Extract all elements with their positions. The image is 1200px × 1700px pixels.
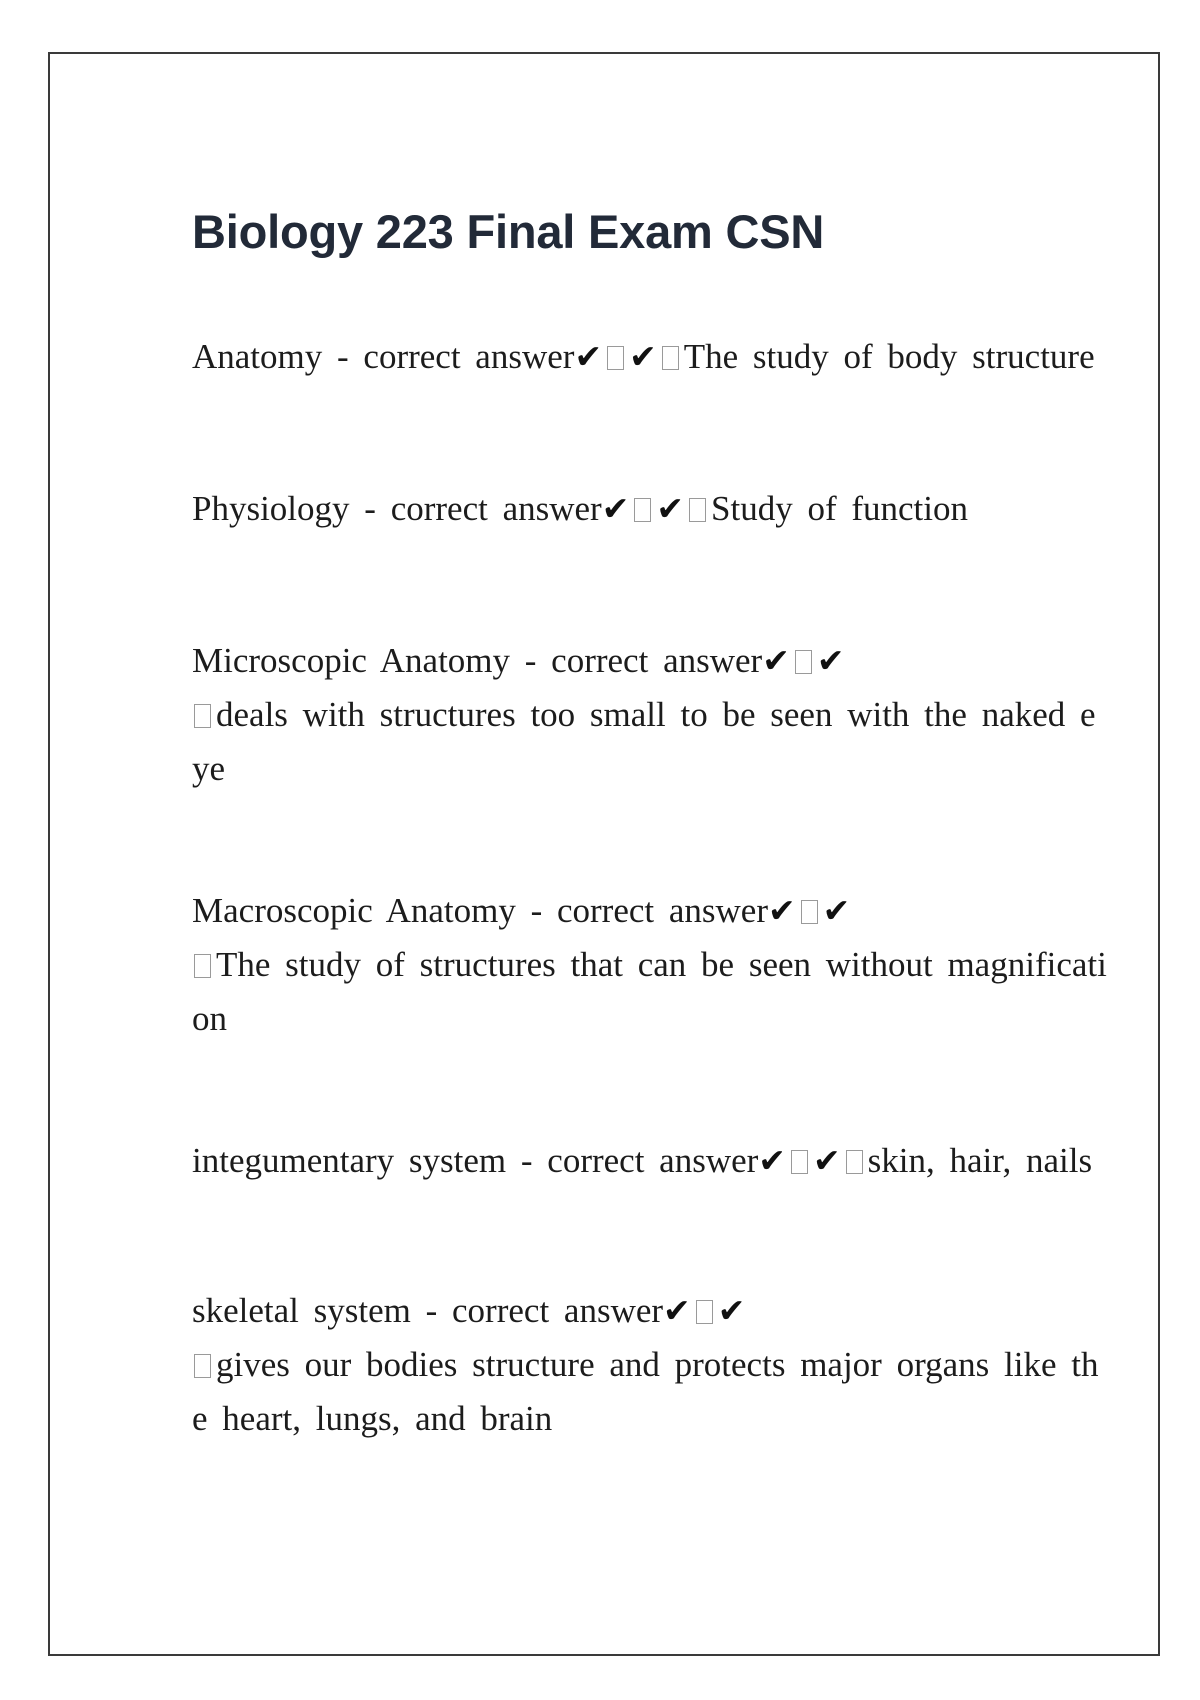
check-icon: ✔ (762, 641, 790, 681)
qa-entry (192, 1284, 1122, 1446)
qa-line (192, 330, 1122, 384)
missing-glyph-box-icon (795, 650, 812, 674)
answer-text: deals with structures too small to be seen with the naked e (216, 695, 1096, 735)
answer-text: skin, hair, nails (867, 1141, 1093, 1181)
missing-glyph-box-icon (194, 1354, 211, 1378)
check-icon: ✔ (822, 891, 851, 931)
qa-entry (192, 482, 1122, 536)
missing-glyph-box-icon (607, 346, 624, 370)
check-icon: ✔ (758, 1141, 786, 1181)
check-icon: ✔ (629, 337, 657, 377)
document-title: Biology 223 Final Exam CSN (192, 205, 825, 258)
missing-glyph-box-icon (846, 1150, 863, 1174)
answer-text: e heart, lungs, and brain (192, 1399, 553, 1439)
qa-entry (192, 884, 1122, 1046)
qa-line (192, 482, 1122, 536)
answer-text: The study of structures that can be seen without magnificati (216, 945, 1107, 985)
qa-line (192, 938, 1122, 992)
check-icon: ✔ (656, 489, 685, 529)
qa-entry (192, 330, 1122, 384)
document-body (192, 204, 1122, 1446)
missing-glyph-box-icon (791, 1150, 808, 1174)
qa-line (192, 992, 1122, 1046)
check-icon: ✔ (812, 1141, 841, 1181)
term-text: Physiology - correct answer (192, 489, 602, 529)
qa-line (192, 1392, 1122, 1446)
missing-glyph-box-icon (689, 498, 706, 522)
term-text: integumentary system - correct answer (192, 1141, 759, 1181)
check-icon: ✔ (768, 891, 796, 931)
answer-text: The study of body structure (683, 337, 1095, 377)
qa-line (192, 1134, 1122, 1188)
term-text: skeletal system - correct answer (192, 1291, 664, 1331)
missing-glyph-box-icon (194, 704, 211, 728)
qa-line (192, 884, 1122, 938)
qa-line (192, 742, 1122, 796)
missing-glyph-box-icon (194, 954, 211, 978)
answer-text: on (192, 999, 227, 1039)
term-text: Microscopic Anatomy - correct answer (192, 641, 763, 681)
missing-glyph-box-icon (696, 1300, 713, 1324)
qa-line (192, 688, 1122, 742)
qa-line (192, 1284, 1122, 1338)
answer-text: Study of function (711, 489, 968, 529)
qa-entry (192, 634, 1122, 796)
page-frame (48, 52, 1160, 1656)
qa-line (192, 1338, 1122, 1392)
answer-text: ye (192, 749, 226, 789)
check-icon: ✔ (601, 489, 630, 529)
missing-glyph-box-icon (662, 346, 679, 370)
check-icon: ✔ (717, 1291, 746, 1331)
check-icon: ✔ (663, 1291, 691, 1331)
check-icon: ✔ (816, 641, 845, 681)
term-text: Anatomy - correct answer (192, 337, 575, 377)
term-text: Macroscopic Anatomy - correct answer (192, 891, 769, 931)
missing-glyph-box-icon (634, 498, 651, 522)
check-icon: ✔ (574, 337, 603, 377)
missing-glyph-box-icon (801, 900, 818, 924)
qa-line (192, 634, 1122, 688)
qa-entry (192, 1134, 1122, 1188)
answer-text: gives our bodies structure and protects major organs like th (216, 1345, 1099, 1385)
